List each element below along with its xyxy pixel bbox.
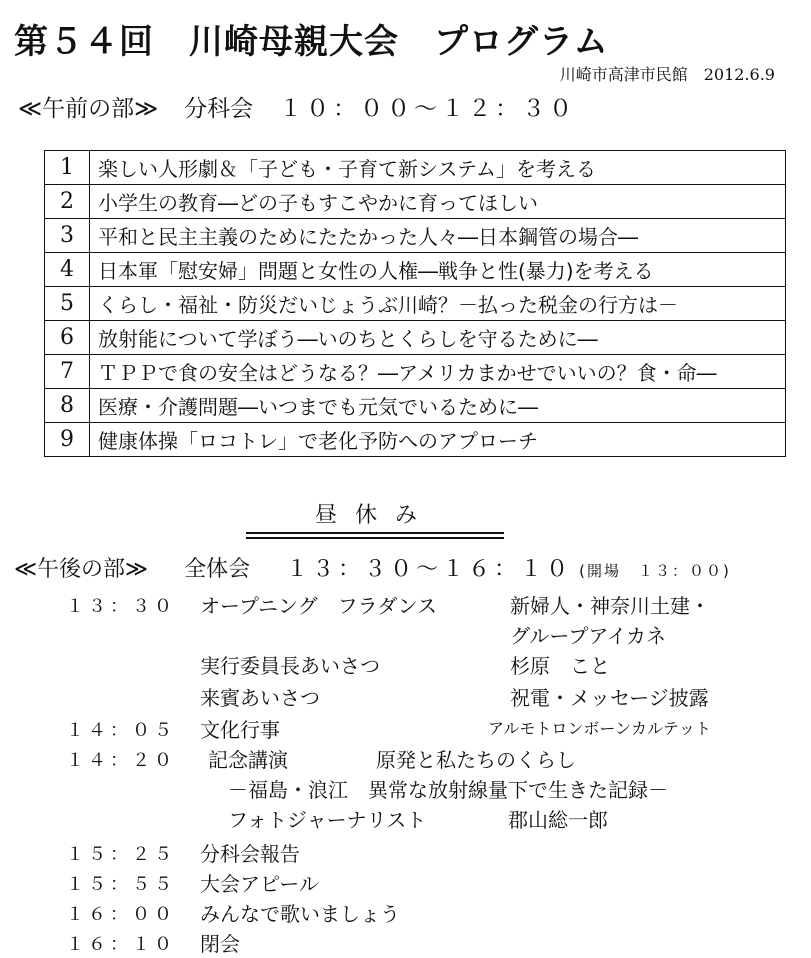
guest-greeting: 来賓あいさつ bbox=[200, 686, 320, 710]
session-number: 9 bbox=[45, 423, 90, 457]
session-number: 6 bbox=[45, 321, 90, 355]
session-number: 3 bbox=[45, 219, 90, 253]
session-topic: ＴＰＰで食の安全はどうなる？―アメリカまかせでいいの？食・命― bbox=[90, 355, 786, 389]
table-row bbox=[45, 355, 786, 389]
session-number: 5 bbox=[45, 287, 90, 321]
lecture-subtitle: －福島・浪江 異常な放射線量下で生きた記録－ bbox=[228, 778, 668, 802]
session-topic: 放射能について学ぼう―いのちとくらしを守るために― bbox=[90, 321, 786, 355]
session-topic: 日本軍「慰安婦」問題と女性の人権―戦争と性(暴力)を考える bbox=[90, 253, 786, 287]
table-row bbox=[45, 287, 786, 321]
report-item: 分科会報告 bbox=[200, 842, 300, 866]
session-topic: 小学生の教育―どの子もすこやかに育ってほしい bbox=[90, 185, 786, 219]
morning-label: ≪午前の部≫ bbox=[18, 96, 159, 122]
lecturer-name: 郡山総一郎 bbox=[508, 808, 608, 832]
table-row bbox=[45, 423, 786, 457]
session-number: 8 bbox=[45, 389, 90, 423]
chair-greeting: 実行委員長あいさつ bbox=[200, 654, 380, 678]
messages-item: 祝電・メッセージ披露 bbox=[510, 686, 709, 710]
time-1555: １５：５５ bbox=[66, 874, 176, 895]
session-topic: 医療・介護問題―いつまでも元気でいるために― bbox=[90, 389, 786, 423]
time-1420: １４：２０ bbox=[66, 750, 176, 771]
afternoon-label: ≪午後の部≫ bbox=[14, 557, 149, 582]
lunch-double-rule-top bbox=[246, 532, 504, 534]
culture-item: 文化行事 bbox=[200, 718, 280, 742]
time-1525: １５：２５ bbox=[66, 844, 176, 865]
table-row bbox=[45, 321, 786, 355]
session-number: 2 bbox=[45, 185, 90, 219]
session-number: 7 bbox=[45, 355, 90, 389]
lecture-item: 記念講演 bbox=[208, 748, 288, 772]
doors-open: (開場 １３：００) bbox=[579, 562, 731, 580]
afternoon-session-name: 全体会 bbox=[184, 557, 251, 582]
session-topic: 平和と民主主義のためにたたかった人々―日本鋼管の場合― bbox=[90, 219, 786, 253]
afternoon-heading bbox=[14, 552, 731, 583]
opening-item: オープニング フラダンス bbox=[200, 594, 437, 618]
lecturer-role: フォトジャーナリスト bbox=[228, 808, 427, 832]
morning-time: １０：００～１２：３０ bbox=[279, 96, 577, 122]
morning-session-name: 分科会 bbox=[184, 96, 254, 122]
table-row bbox=[45, 151, 786, 185]
time-1610: １６：１０ bbox=[66, 934, 176, 955]
chair-name: 杉原 こと bbox=[510, 654, 610, 678]
sessions-table bbox=[44, 150, 786, 457]
lunch-double-rule-bottom bbox=[246, 537, 504, 539]
session-number: 4 bbox=[45, 253, 90, 287]
session-topic: 健康体操「ロコトレ」で老化予防へのアプローチ bbox=[90, 423, 786, 457]
time-1405: １４：０５ bbox=[66, 720, 176, 741]
session-topic: くらし・福祉・防災だいじょうぶ川崎？－払った税金の行方は－ bbox=[90, 287, 786, 321]
table-row bbox=[45, 185, 786, 219]
lecture-title: 原発と私たちのくらし bbox=[376, 748, 576, 772]
table-row bbox=[45, 219, 786, 253]
time-1330: １３：３０ bbox=[66, 596, 176, 617]
page-title: 第５４回 川崎母親大会 プログラム bbox=[14, 22, 609, 62]
table-row bbox=[45, 253, 786, 287]
opening-performers-line2: グループアイカネ bbox=[510, 624, 666, 648]
session-number: 1 bbox=[45, 151, 90, 185]
lunch-break-heading: 昼休み bbox=[314, 503, 435, 528]
opening-performers-line1: 新婦人・神奈川土建・ bbox=[510, 594, 710, 618]
singing-item: みんなで歌いましょう bbox=[200, 902, 400, 926]
appeal-item: 大会アピール bbox=[200, 872, 319, 896]
session-topic: 楽しい人形劇＆「子ども・子育て新システム」を考える bbox=[90, 151, 786, 185]
table-row bbox=[45, 389, 786, 423]
quartet-performer: アルモトロンボーンカルテット bbox=[488, 719, 712, 738]
closing-item: 閉会 bbox=[200, 932, 240, 956]
venue-date: 川崎市高津市民館 2012.6.9 bbox=[559, 65, 775, 84]
afternoon-time: １３：３０～１６：１０ bbox=[286, 557, 573, 582]
time-1600: １６：００ bbox=[66, 904, 176, 925]
morning-heading bbox=[18, 90, 576, 123]
